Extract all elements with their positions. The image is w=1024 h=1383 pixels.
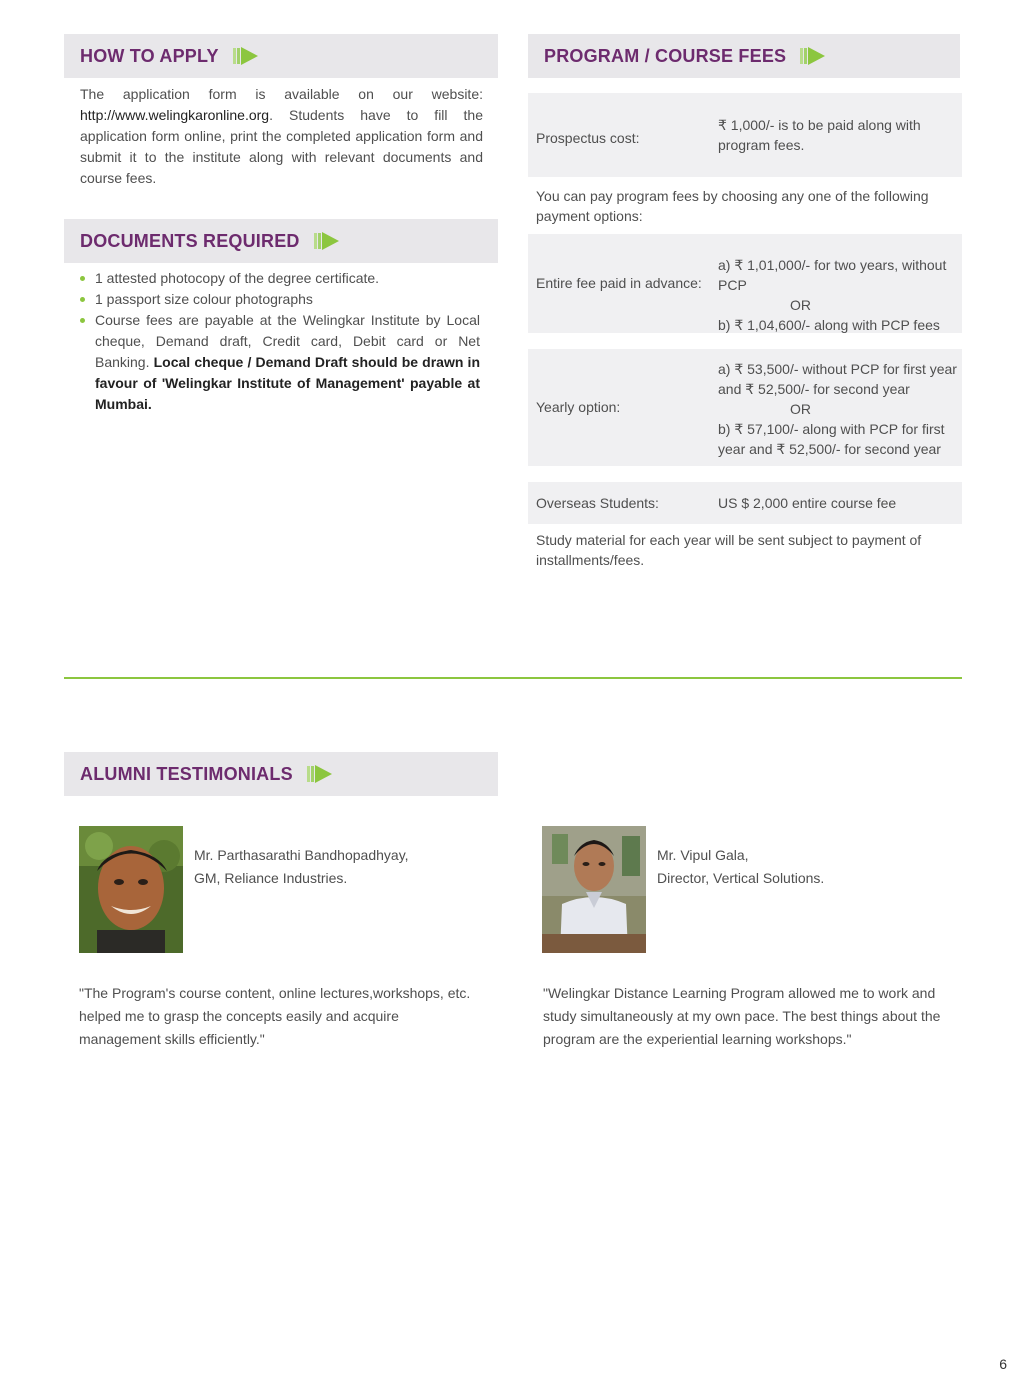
prospectus-cost-value: ₹ 1,000/- is to be paid along with program fees. [718,117,921,153]
alumni-role: Director, Vertical Solutions. [657,870,825,886]
document-item-text: 1 passport size colour photographs [95,291,313,307]
list-item [80,310,480,415]
alumni-role: GM, Reliance Industries. [194,870,348,886]
list-item [80,289,480,310]
study-material-note: Study material for each year will be sent subject to payment of installments/fees. [536,532,922,568]
alumni-photo-vipul [542,826,646,953]
advance-fee-row [528,234,962,333]
apply-text-instructions: . Students have to fill the application form online, print the completed application form and submit it to the institute along with relevant documents and course fees. [80,107,483,186]
apply-text-intro: The application form is available on our website: [80,86,483,102]
document-item-text: Course fees are payable at the Welingkar Institute by Local cheque, Demand draft, Credit card, Debit card or Net Banking. [95,312,480,370]
bullet-icon [80,318,85,323]
alumni-name: Mr. Vipul Gala, [657,847,749,863]
section-divider [64,677,962,679]
payment-options-intro: You can pay program fees by choosing any one of the following payment options: [536,188,929,224]
alumni-info-2 [657,844,957,890]
alumni-testimonials-header [64,752,498,796]
documents-required-title: DOCUMENTS REQUIRED [80,230,300,251]
play-arrow-icon [233,46,259,66]
alumni-testimonials-title: ALUMNI TESTIMONIALS [80,763,293,784]
bullet-icon [80,297,85,302]
how-to-apply-title: HOW TO APPLY [80,45,219,66]
document-item-text: 1 attested photocopy of the degree certificate. [95,270,380,286]
yearly-fee-row [528,349,962,466]
yearly-option-b: b) ₹ 57,100/- along with PCP for first year and ₹ 52,500/- for second year [718,421,945,457]
alumni-info-1 [194,844,494,890]
how-to-apply-header [64,34,498,78]
alumni-photo-parthasarathi [79,826,183,953]
advance-fee-label: Entire fee paid in advance: [536,275,702,291]
play-arrow-icon [800,46,826,66]
advance-option-b: b) ₹ 1,04,600/- along with PCP fees [718,317,940,333]
yearly-fee-label: Yearly option: [536,399,621,415]
prospectus-cost-label: Prospectus cost: [536,130,640,146]
alumni-name: Mr. Parthasarathi Bandhopadhyay, [194,847,409,863]
advance-option-a: a) ₹ 1,01,000/- for two years, without PCP [718,257,947,293]
overseas-fee-row [528,482,962,524]
course-fees-header [528,34,960,78]
yearly-fee-options [718,359,958,459]
list-item [80,268,480,289]
course-fees-title: PROGRAM / COURSE FEES [544,45,787,66]
page-number: 6 [999,1356,1007,1372]
payment-instruction-note: Local cheque / Demand Draft should be drawn in favour of 'Welingkar Institute of Management' payable at Mumbai. [95,354,480,412]
advance-fee-options [718,255,958,335]
overseas-fee-label: Overseas Students: [536,495,659,511]
or-separator: OR [790,297,811,313]
alumni-quote-1: "The Program's course content, online lectures,workshops, etc. helped me to grasp the concepts easily and acquire management skills efficiently." [79,985,471,1047]
website-link[interactable]: http://www.welingkaronline.org [80,107,270,123]
prospectus-cost-row [528,93,962,177]
how-to-apply-text [80,84,483,189]
documents-required-header [64,219,498,263]
overseas-fee-value: US $ 2,000 entire course fee [718,495,897,511]
play-arrow-icon [307,764,333,784]
documents-list [80,268,480,415]
bullet-icon [80,276,85,281]
play-arrow-icon [314,231,340,251]
yearly-option-a: a) ₹ 53,500/- without PCP for first year and ₹ 52,500/- for second year [718,361,957,397]
alumni-quote-2: "Welingkar Distance Learning Program allowed me to work and study simultaneously at my own pace. The best things about the program are the experiential learning workshops." [543,985,941,1047]
or-separator: OR [790,401,811,417]
